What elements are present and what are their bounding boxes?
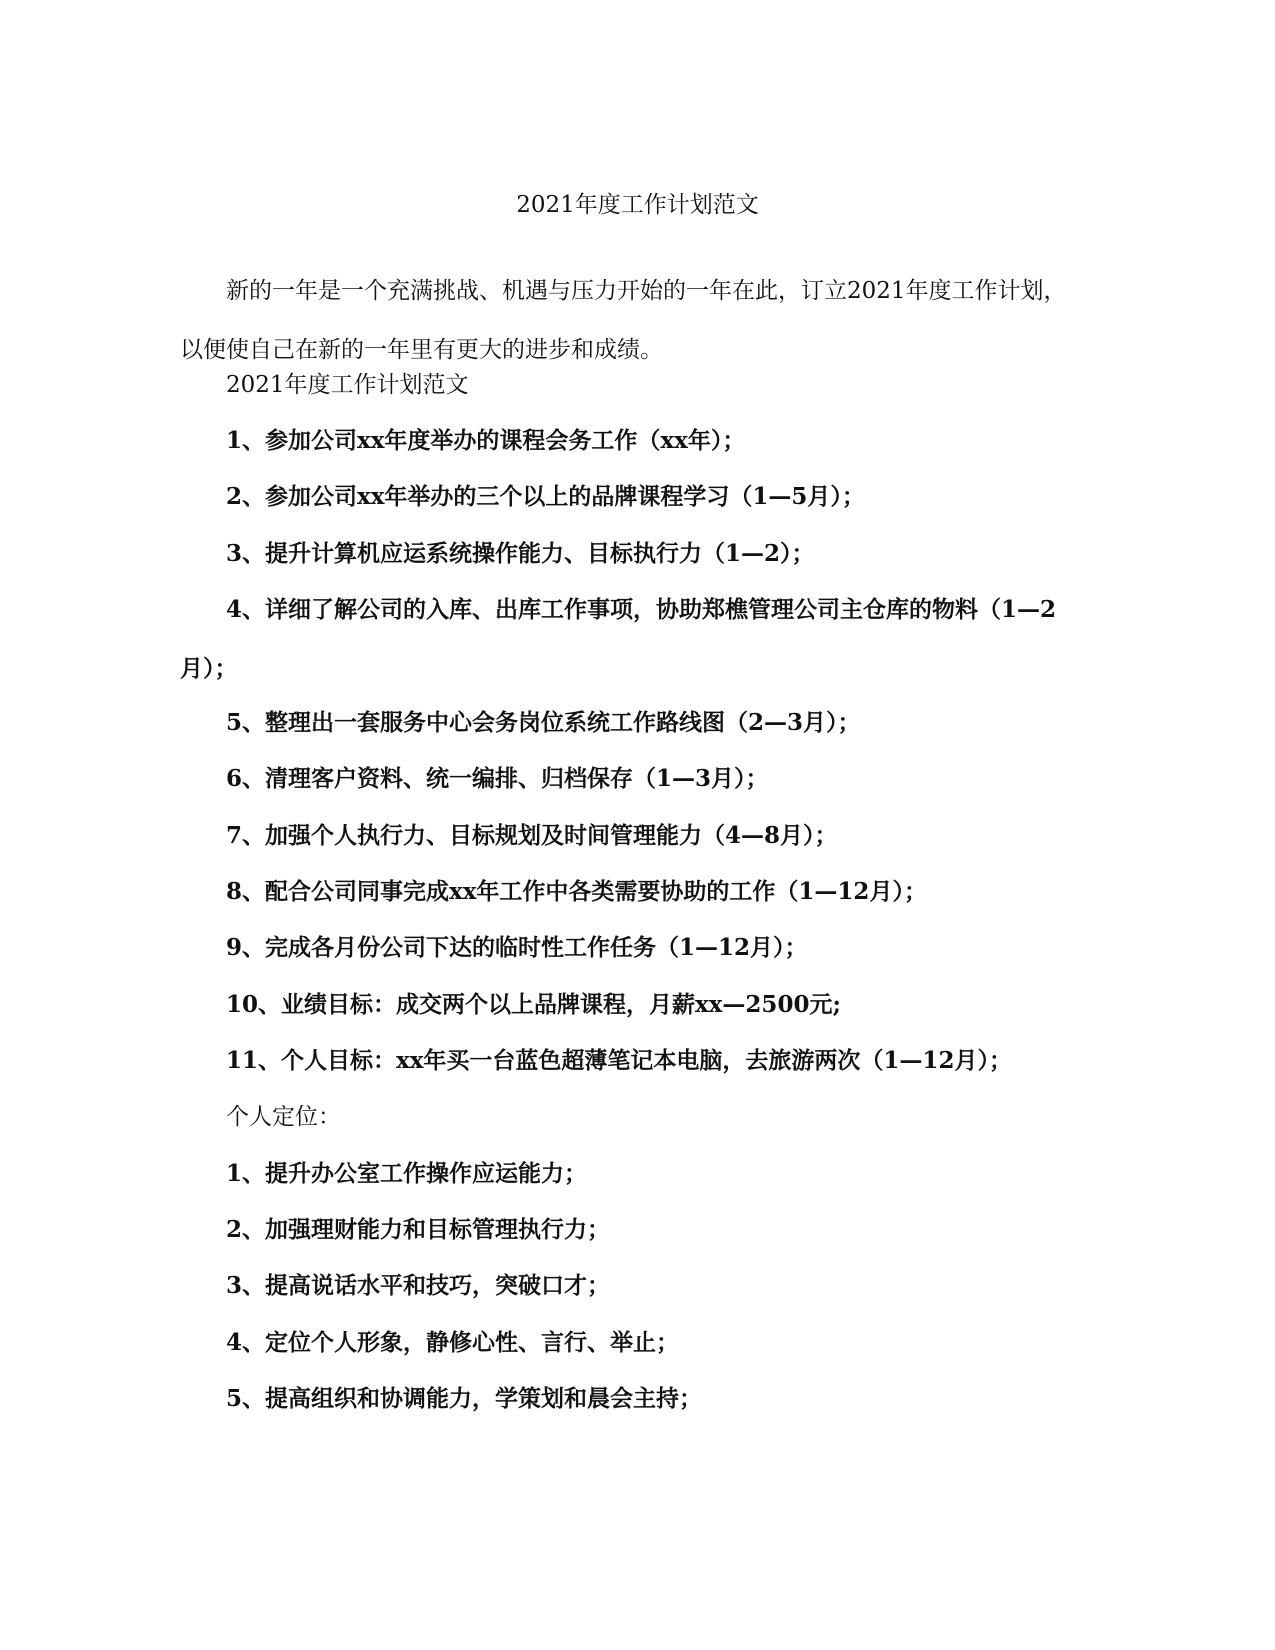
plan-item: 1、参加公司xx年度举办的课程会务工作（xx年）； [226, 427, 746, 454]
plan-item: 3、提升计算机应运系统操作能力、目标执行力（1—2）； [226, 540, 815, 567]
positioning-item: 1、提升办公室工作操作应运能力； [226, 1160, 588, 1187]
intro-paragraph: 新的一年是一个充满挑战、机遇与压力开始的一年在此，订立2021年度工作计划，以便使自己在新的一年里有更大的进步和成绩。 [180, 278, 1067, 363]
plan-item: 5、整理出一套服务中心会务岗位系统工作路线图（2—3月）； [226, 709, 861, 736]
plan-item: 6、清理客户资料、统一编排、归档保存（1—3月）； [226, 765, 769, 792]
plan-item: 11、个人目标：xx年买一台蓝色超薄笔记本电脑，去旅游两次（1—12月）； [226, 1047, 1012, 1074]
plan-item: 9、完成各月份公司下达的临时性工作任务（1—12月）； [226, 934, 808, 961]
positioning-item: 5、提高组织和协调能力，学策划和晨会主持； [226, 1385, 703, 1412]
plan-item: 10、业绩目标：成交两个以上品牌课程，月薪xx—2500元; [226, 991, 841, 1018]
positioning-item: 3、提高说话水平和技巧，突破口才； [226, 1272, 611, 1299]
document-title: 2021年度工作计划范文 [516, 192, 759, 218]
plan-item: 4、详细了解公司的入库、出库工作事项，协助郑樵管理公司主仓库的物料（1—2月）； [180, 596, 1057, 682]
plan-item: 7、加强个人执行力、目标规划及时间管理能力（4—8月）； [226, 822, 838, 849]
positioning-item: 2、加强理财能力和目标管理执行力； [226, 1216, 611, 1243]
plan-item: 2、参加公司xx年举办的三个以上的品牌课程学习（1—5月）； [226, 483, 865, 510]
positioning-heading: 个人定位： [226, 1104, 341, 1130]
section-subtitle: 2021年度工作计划范文 [226, 372, 469, 398]
plan-item: 8、配合公司同事完成xx年工作中各类需要协助的工作（1—12月）； [226, 878, 927, 905]
positioning-item: 4、定位个人形象，静修心性、言行、举止； [226, 1329, 680, 1356]
